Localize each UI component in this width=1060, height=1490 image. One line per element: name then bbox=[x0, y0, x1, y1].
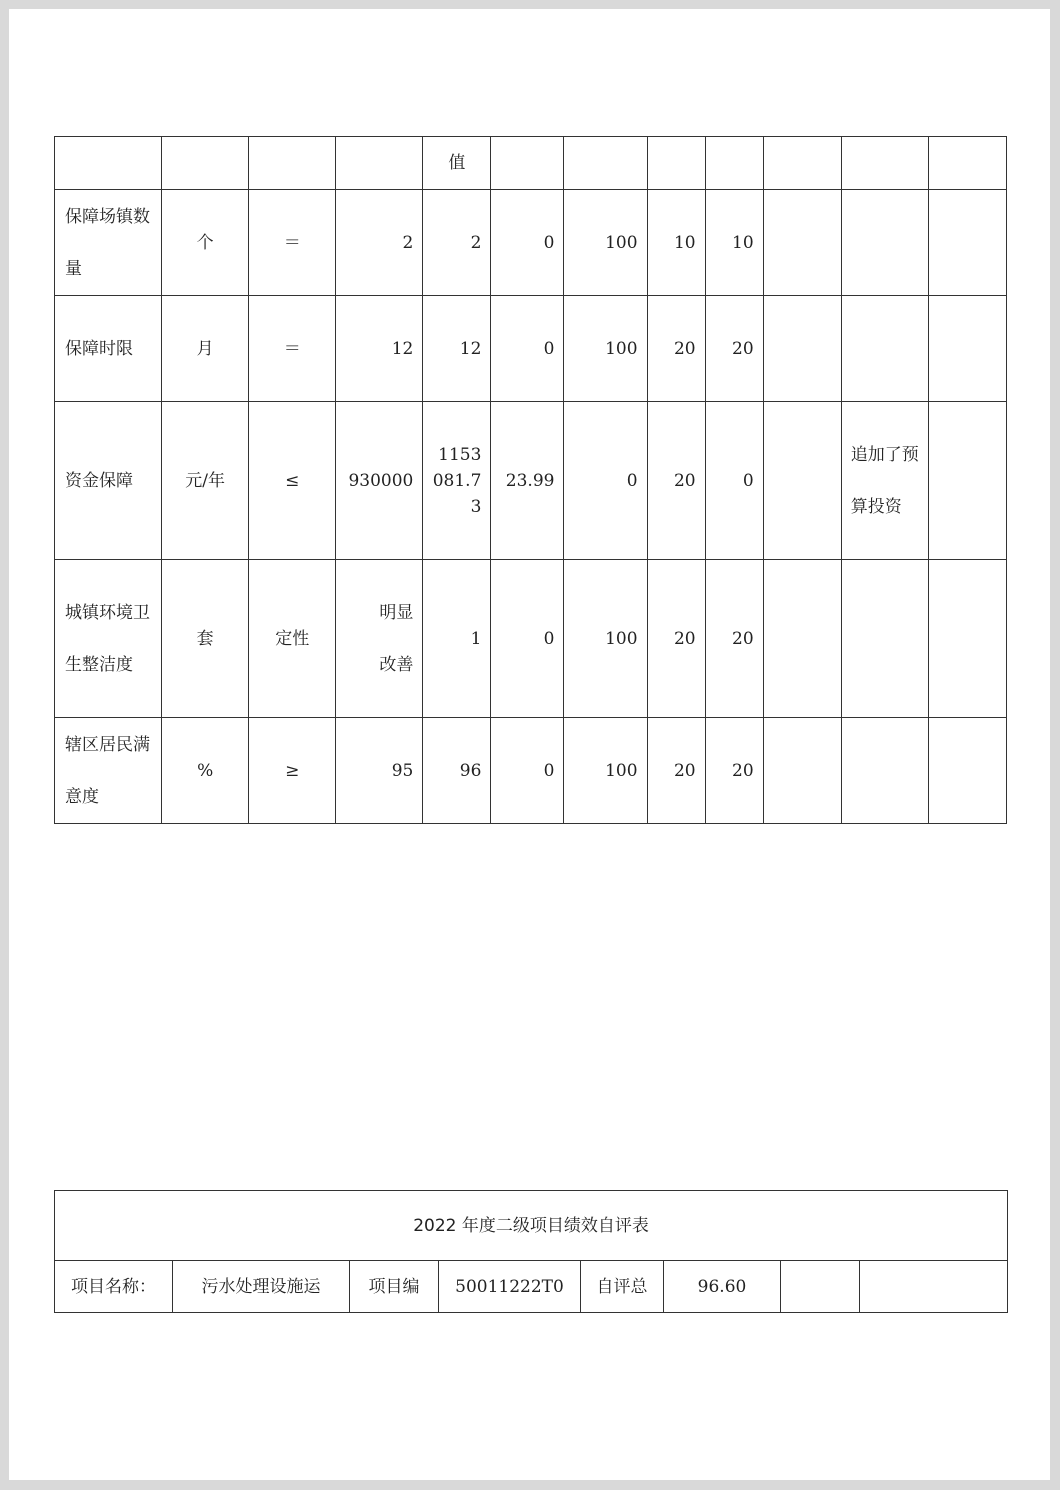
table-row bbox=[55, 190, 1007, 296]
actual-cell bbox=[423, 402, 491, 560]
project-code-label: 项目编 bbox=[350, 1261, 439, 1313]
unit-cell: 元/年 bbox=[162, 402, 249, 560]
deviation-cell: 0 bbox=[491, 560, 564, 718]
indicator-name: 保障时限 bbox=[55, 296, 162, 402]
target-cell: 12 bbox=[336, 296, 423, 402]
operator-cell: ＝ bbox=[249, 296, 336, 402]
indicator-name: 辖区居民满意度 bbox=[55, 718, 162, 824]
table-row bbox=[55, 560, 1007, 718]
operator-cell: ＝ bbox=[249, 190, 336, 296]
table-row bbox=[55, 296, 1007, 402]
operator-cell: ≤ bbox=[249, 402, 336, 560]
remark-cell bbox=[841, 190, 928, 296]
completion-cell: 100 bbox=[564, 560, 647, 718]
unit-cell: 套 bbox=[162, 560, 249, 718]
self-evaluation-form-header bbox=[54, 1190, 1008, 1313]
score-cell: 20 bbox=[705, 718, 763, 824]
reason-cell bbox=[763, 190, 841, 296]
reason-cell bbox=[763, 560, 841, 718]
operator-cell: ≥ bbox=[249, 718, 336, 824]
remark-cell bbox=[841, 560, 928, 718]
table-row bbox=[55, 137, 1007, 190]
indicator-name: 资金保障 bbox=[55, 402, 162, 560]
weight-cell: 20 bbox=[647, 718, 705, 824]
actual-cell: 1 bbox=[423, 560, 491, 718]
remark-cell bbox=[841, 296, 928, 402]
score-cell: 10 bbox=[705, 190, 763, 296]
actual-cell: 96 bbox=[423, 718, 491, 824]
weight-cell: 20 bbox=[647, 402, 705, 560]
deviation-cell bbox=[491, 402, 564, 560]
unit-cell: 个 bbox=[162, 190, 249, 296]
score-cell: 0 bbox=[705, 402, 763, 560]
target-cell bbox=[336, 402, 423, 560]
reason-cell bbox=[763, 402, 841, 560]
completion-cell: 100 bbox=[564, 190, 647, 296]
deviation-cell: 0 bbox=[491, 190, 564, 296]
target-cell: 95 bbox=[336, 718, 423, 824]
unit-cell: 月 bbox=[162, 296, 249, 402]
actual-cell: 12 bbox=[423, 296, 491, 402]
weight-cell: 20 bbox=[647, 560, 705, 718]
target-cell bbox=[336, 560, 423, 718]
score-cell: 20 bbox=[705, 296, 763, 402]
reason-cell bbox=[763, 296, 841, 402]
project-name-label: 项目名称： bbox=[55, 1261, 173, 1313]
title-row bbox=[55, 1191, 1008, 1261]
target-cell: 2 bbox=[336, 190, 423, 296]
operator-cell: 定性 bbox=[249, 560, 336, 718]
self-score-value: 96.60 bbox=[664, 1261, 781, 1313]
weight-cell: 20 bbox=[647, 296, 705, 402]
completion-cell: 100 bbox=[564, 718, 647, 824]
header-cell-target-value: 值 bbox=[423, 137, 491, 190]
document-page bbox=[9, 9, 1050, 1480]
score-cell: 20 bbox=[705, 560, 763, 718]
form-title: 2022 年度二级项目绩效自评表 bbox=[55, 1191, 1008, 1261]
remark-cell bbox=[841, 718, 928, 824]
project-name-value: 污水处理设施运 bbox=[173, 1261, 350, 1313]
actual-value: 1153081.73 bbox=[432, 444, 482, 517]
indicator-name: 保障场镇数量 bbox=[55, 190, 162, 296]
performance-indicator-table bbox=[54, 136, 1007, 824]
reason-cell bbox=[763, 718, 841, 824]
deviation-cell: 0 bbox=[491, 718, 564, 824]
actual-cell: 2 bbox=[423, 190, 491, 296]
info-row bbox=[55, 1261, 1008, 1313]
target-value: 明显改善 bbox=[379, 602, 414, 675]
table-row bbox=[55, 402, 1007, 560]
weight-cell: 10 bbox=[647, 190, 705, 296]
remark-cell: 追加了预算投资 bbox=[841, 402, 928, 560]
indicator-name: 城镇环境卫生整洁度 bbox=[55, 560, 162, 718]
self-score-label: 自评总 bbox=[581, 1261, 664, 1313]
target-value: 930000 bbox=[348, 470, 414, 491]
project-code-value: 50011222T0 bbox=[439, 1261, 581, 1313]
deviation-cell: 0 bbox=[491, 296, 564, 402]
unit-cell: % bbox=[162, 718, 249, 824]
table-row bbox=[55, 718, 1007, 824]
deviation-value: 23.99 bbox=[505, 470, 555, 491]
completion-cell: 0 bbox=[564, 402, 647, 560]
completion-cell: 100 bbox=[564, 296, 647, 402]
